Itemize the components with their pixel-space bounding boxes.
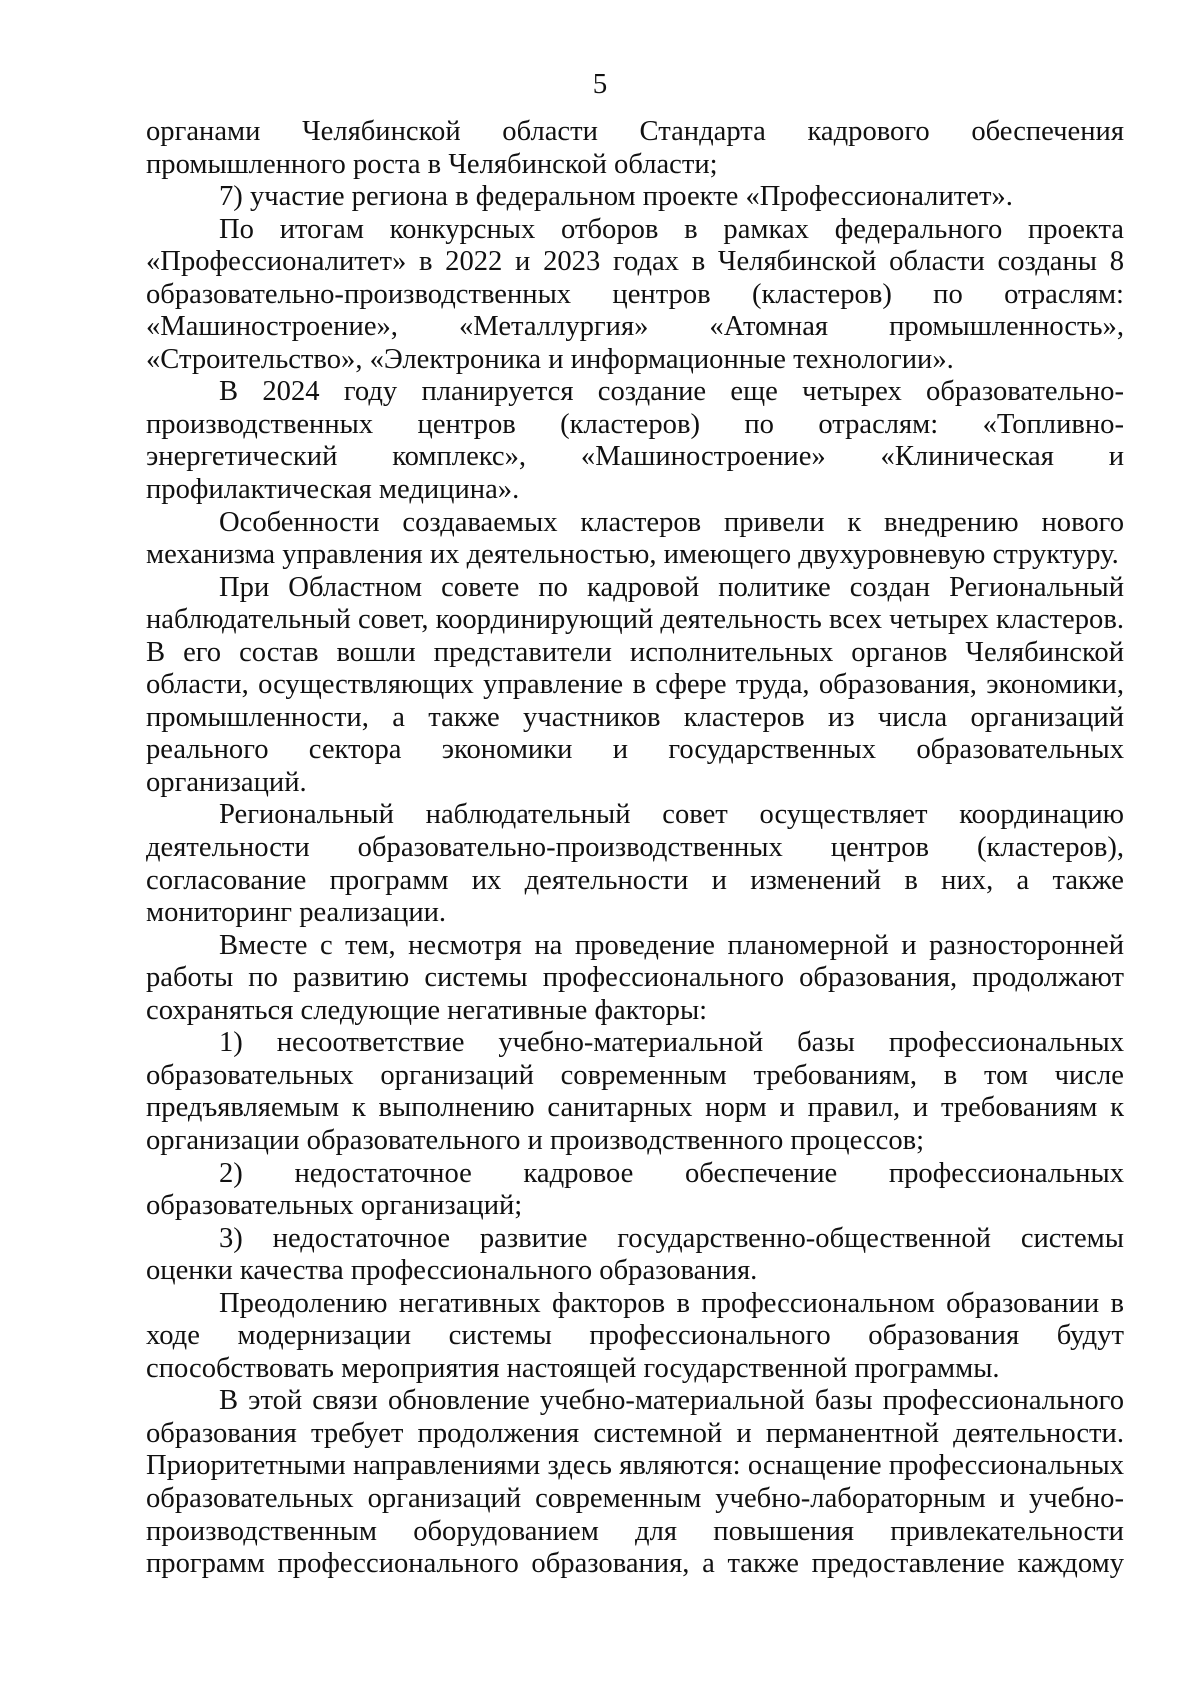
paragraph-competition-results: По итогам конкурсных отборов в рамках федерального проекта «Профессионалитет» в 2022 и 2023 годах в Челябинской области созданы 8 образовательно-производственных центров (кластеров) по отраслям: «Машиностроение», «Металлургия» «Атомная промышленность», «Строительство», «Электроника и информационные технологии».	[146, 213, 1124, 375]
paragraph-regional-council: При Областном совете по кадровой политике создан Региональный наблюдательный совет, координирующий деятельность всех четырех кластеров. В его состав вошли представители исполнительных органов Челябинской области, осуществляющих управление в сфере труда, образования, экономики, промышленности, а также участников кластеров из числа организаций реального сектора экономики и государственных образовательных организаций.	[146, 571, 1124, 798]
paragraph-list-item-7: 7) участие региона в федеральном проекте «Профессионалитет».	[219, 181, 1013, 213]
document-body	[146, 116, 1124, 1581]
page-number: 5	[592, 68, 608, 100]
paragraph-factor-1: 1) несоответствие учебно-материальной базы профессиональных образовательных организаций современным требованиям, в том числе предъявляемым к выполнению санитарных норм и правил, и требованиям к организации образовательного и производственного процессов;	[146, 1027, 1124, 1156]
paragraph-council-functions: Региональный наблюдательный совет осуществляет координацию деятельности образовательно-производственных центров (кластеров), согласование программ их деятельности и изменений в них, а также мониторинг реализации.	[146, 799, 1124, 929]
paragraph-material-base-update: В этой связи обновление учебно-материальной базы профессионального образования требует продолжения системной и перманентной деятельности. Приоритетными направлениями здесь являются: оснащение профессиональных образовательных организаций современным учебно-лабораторным и учебно-производственным оборудованием для повышения привлекательности программ профессионального образования, а также предоставление каждому	[146, 1385, 1124, 1580]
paragraph-factor-2: 2) недостаточное кадровое обеспечение профессиональных образовательных организаций;	[146, 1157, 1124, 1222]
paragraph-negative-factors-intro: Вместе с тем, несмотря на проведение планомерной и разносторонней работы по развитию системы профессионального образования, продолжают сохраняться следующие негативные факторы:	[146, 929, 1124, 1026]
paragraph-continuation: органами Челябинской области Стандарта кадрового обеспечения промышленного роста в Челябинской области;	[146, 116, 1124, 180]
paragraph-2024-plans: В 2024 году планируется создание еще четырех образовательно-производственных центров (кластеров) по отраслям: «Топливно-энергетический комплекс», «Машиностроение» «Клиническая и профилактическая медицина».	[146, 376, 1124, 506]
paragraph-factor-3: 3) недостаточное развитие государственно-общественной системы оценки качества профессионального образования.	[146, 1222, 1124, 1287]
paragraph-overcoming-factors: Преодолению негативных факторов в профессиональном образовании в ходе модернизации системы профессионального образования будут способствовать мероприятия настоящей государственной программы.	[146, 1287, 1124, 1384]
paragraph-cluster-features: Особенности создаваемых кластеров привели к внедрению нового механизма управления их деятельностью, имеющего двухуровневую структуру.	[146, 506, 1124, 571]
